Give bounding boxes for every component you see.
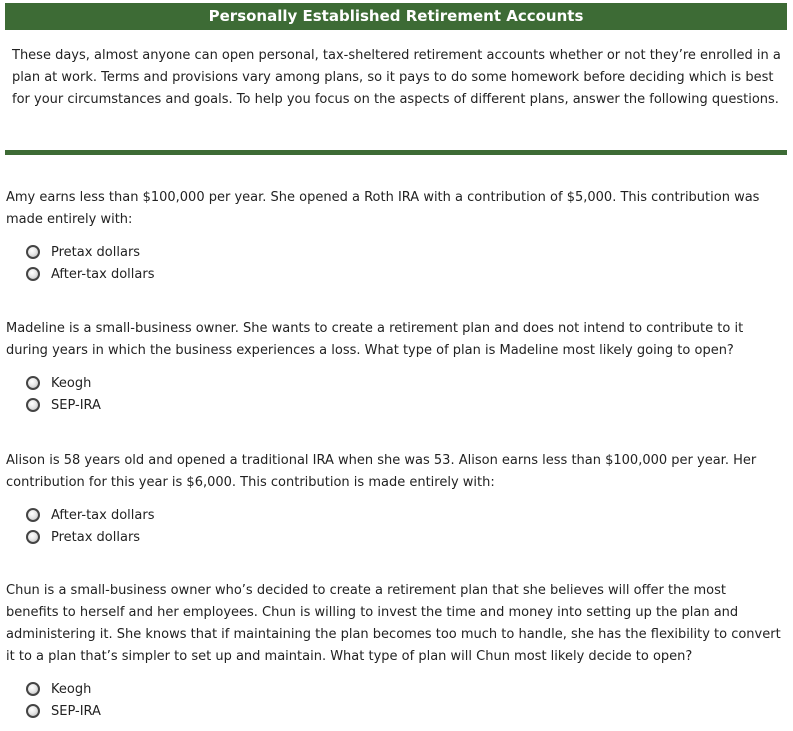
answer-options <box>26 372 782 416</box>
question-3 <box>6 450 782 548</box>
question-text: Alison is 58 years old and opened a traditional IRA when she was 53. Alison earns less than $100,000 per year. Her contribution for this year is $6,000. This contribution is made entirely with: <box>6 453 757 490</box>
question-text: Chun is a small-business owner who’s decided to create a retirement plan that she believes will offer the most benefits to herself and her employees. Chun is willing to invest the time and money into setting up the plan and administering it. She knows that if maintaining the plan becomes too much to handle, she has the flexibility to convert it to a plan that’s simpler to set up and maintain. What type of plan will Chun most likely decide to open? <box>6 583 781 664</box>
question-1 <box>6 187 782 285</box>
radio-button[interactable] <box>26 267 40 281</box>
option-label: Pretax dollars <box>51 529 141 545</box>
option-label: SEP-IRA <box>51 703 101 719</box>
option-pretax-dollars[interactable] <box>26 526 782 548</box>
radio-button[interactable] <box>26 682 40 696</box>
answer-options <box>26 241 782 285</box>
option-keogh[interactable] <box>26 678 782 700</box>
page-header: Personally Established Retirement Accounts <box>5 3 787 30</box>
option-after-tax-dollars[interactable] <box>26 263 782 285</box>
radio-button[interactable] <box>26 398 40 412</box>
section-divider <box>5 150 787 155</box>
question-text: Madeline is a small-business owner. She wants to create a retirement plan and does not intend to contribute to it during years in which the business experiences a loss. What type of plan is Madeline most likely going to open? <box>6 321 744 358</box>
option-sep-ira[interactable] <box>26 394 782 416</box>
question-2 <box>6 318 782 416</box>
option-label: Keogh <box>51 681 92 697</box>
question-text: Amy earns less than $100,000 per year. She opened a Roth IRA with a contribution of $5,000. This contribution was made entirely with: <box>6 190 760 227</box>
option-sep-ira[interactable] <box>26 700 782 722</box>
option-label: Keogh <box>51 375 92 391</box>
option-keogh[interactable] <box>26 372 782 394</box>
radio-button[interactable] <box>26 530 40 544</box>
intro-text: These days, almost anyone can open personal, tax-sheltered retirement accounts whether or not they’re enrolled in a plan at work. Terms and provisions vary among plans, so it pays to do some homework before deciding which is best for your circumstances and goals. To help you focus on the aspects of different plans, answer the following questions. <box>12 48 781 107</box>
radio-button[interactable] <box>26 245 40 259</box>
option-after-tax-dollars[interactable] <box>26 504 782 526</box>
answer-options <box>26 504 782 548</box>
answer-options <box>26 678 782 722</box>
option-label: Pretax dollars <box>51 244 141 260</box>
option-label: After-tax dollars <box>51 266 155 282</box>
option-pretax-dollars[interactable] <box>26 241 782 263</box>
option-label: After-tax dollars <box>51 507 155 523</box>
radio-button[interactable] <box>26 508 40 522</box>
radio-button[interactable] <box>26 704 40 718</box>
option-label: SEP-IRA <box>51 397 101 413</box>
question-4 <box>6 580 782 722</box>
radio-button[interactable] <box>26 376 40 390</box>
